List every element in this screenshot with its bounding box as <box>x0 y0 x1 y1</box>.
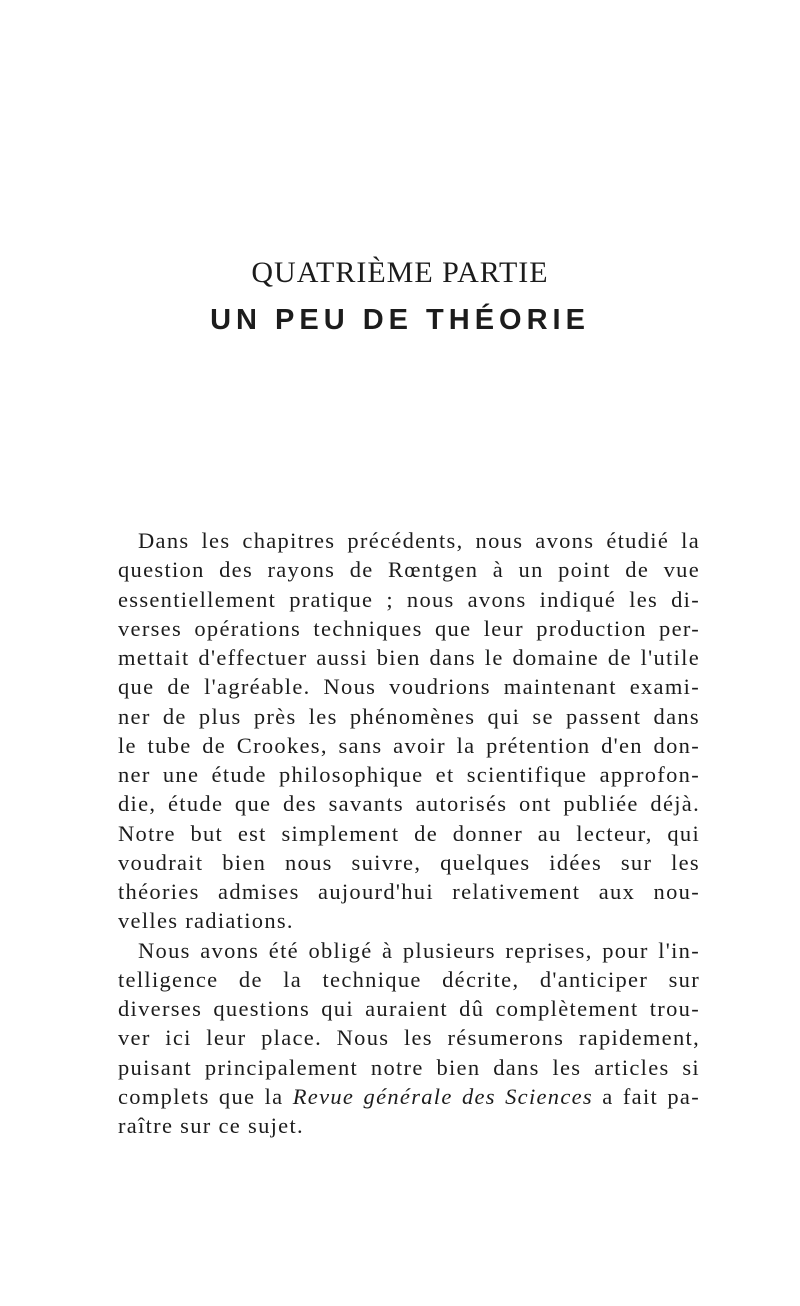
text-line: Nous avons été obligé à plusieurs reprises, pour l'in- <box>138 937 700 963</box>
text-line: Dans les chapitres précédents, nous avons étudié la <box>138 528 700 553</box>
paragraph-1 <box>118 526 700 936</box>
text-line-with-italic <box>118 1082 700 1111</box>
text-line: telligence de la technique décrite, d'anticiper sur <box>118 966 700 992</box>
text-line: raître sur ce sujet. <box>118 1113 304 1138</box>
text-line: théories admises aujourd'hui relativement aux nou- <box>118 879 700 904</box>
chapter-title: UN PEU DE THÉORIE <box>210 304 590 336</box>
text-line: ner une étude philosophique et scientifique approfon- <box>118 762 700 787</box>
text-line: verses opérations techniques que leur production per- <box>118 615 700 641</box>
text-line: die, étude que des savants autorisés ont publiée déjà. <box>118 791 700 817</box>
text-line: ner de plus près les phénomènes qui se passent dans <box>118 703 700 729</box>
text-line: le tube de Crookes, sans avoir la prétention d'en don- <box>118 732 700 758</box>
body-text <box>118 526 700 1140</box>
text-line: velles radiations. <box>118 908 294 934</box>
text-line: mettait d'effectuer aussi bien dans le domaine de l'utile <box>118 645 700 670</box>
text-line: diverses questions qui auraient dû complètement trou- <box>118 996 700 1021</box>
paragraph-2 <box>118 936 700 1141</box>
text-line: que de l'agréable. Nous voudrions maintenant exami- <box>118 674 700 700</box>
text-line: ver ici leur place. Nous les résumerons rapidement, <box>118 1025 700 1051</box>
text-line: puisant principalement notre bien dans les articles si <box>118 1054 700 1080</box>
text-line: question des rayons de Rœntgen à un point de vue <box>118 557 700 583</box>
journal-title: Revue générale des Sciences <box>292 1083 593 1109</box>
text-line: Notre but est simplement de donner au lecteur, qui <box>118 820 700 846</box>
text-line: voudrait bien nous suivre, quelques idées sur les <box>118 849 700 875</box>
text-line: essentiellement pratique ; nous avons indiqué les di- <box>118 586 700 612</box>
part-title: QUATRIÈME PARTIE <box>251 256 549 289</box>
text-segment: complets que la <box>118 1083 293 1109</box>
text-segment: a fait pa- <box>593 1083 701 1109</box>
